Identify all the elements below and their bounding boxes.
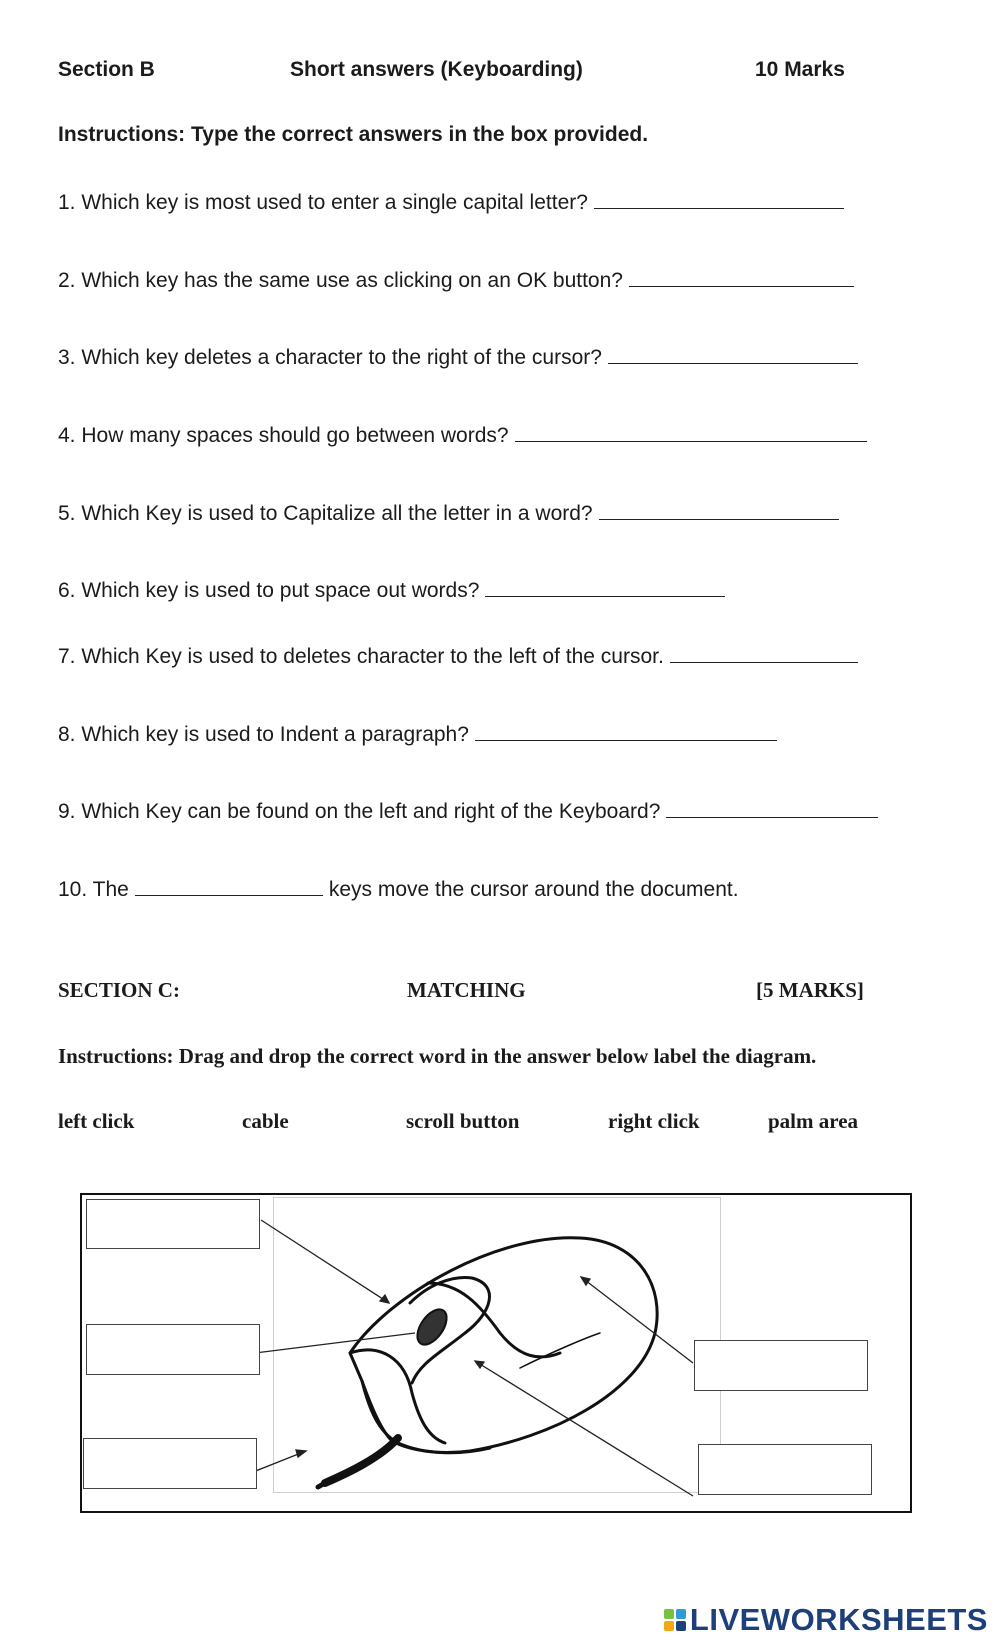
mouse-icon <box>318 1237 657 1486</box>
answer-6-blank[interactable] <box>485 576 725 597</box>
answer-10-blank[interactable] <box>135 875 323 896</box>
drop-box-2[interactable] <box>86 1324 260 1375</box>
question-6 <box>58 576 725 603</box>
answer-9-blank[interactable] <box>666 797 878 818</box>
word-cable[interactable]: cable <box>242 1109 289 1133</box>
section-c-instructions: Instructions: Drag and drop the correct word in the answer below label the diagram. <box>58 1044 817 1068</box>
liveworksheets-logo <box>664 1602 988 1638</box>
drop-box-1[interactable] <box>86 1199 260 1249</box>
liveworksheets-icon <box>664 1609 686 1631</box>
question-6-text: 6. Which key is used to put space out words? <box>58 579 480 602</box>
question-8-text: 8. Which key is used to Indent a paragraph? <box>58 723 469 746</box>
question-7-text: 7. Which Key is used to deletes character to the left of the cursor. <box>58 645 664 668</box>
question-5 <box>58 499 839 526</box>
question-4-text: 4. How many spaces should go between words? <box>58 424 509 447</box>
section-b-marks: 10 Marks <box>755 58 845 81</box>
drop-box-5[interactable] <box>698 1444 872 1495</box>
question-10-end: keys move the cursor around the document. <box>328 878 739 901</box>
word-palm-area[interactable]: palm area <box>768 1109 859 1133</box>
answer-5-blank[interactable] <box>599 499 839 520</box>
section-b-instructions: Instructions: Type the correct answers in the box provided. <box>58 123 649 146</box>
section-b-title: Section B <box>58 58 155 81</box>
drop-box-4[interactable] <box>694 1340 868 1391</box>
answer-3-blank[interactable] <box>608 343 858 364</box>
question-9 <box>58 797 878 824</box>
answer-8-blank[interactable] <box>475 720 777 741</box>
logo-text: LIVEWORKSHEETS <box>689 1602 988 1637</box>
answer-4-blank[interactable] <box>515 421 867 442</box>
question-7 <box>58 642 858 669</box>
question-1 <box>58 188 844 215</box>
question-2 <box>58 266 854 293</box>
drop-box-3[interactable] <box>83 1438 257 1489</box>
question-1-text: 1. Which key is most used to enter a single capital letter? <box>58 191 588 214</box>
answer-1-blank[interactable] <box>594 188 844 209</box>
section-c-title: SECTION C: <box>58 978 180 1002</box>
question-3-text: 3. Which key deletes a character to the right of the cursor? <box>58 346 602 369</box>
question-4 <box>58 421 867 448</box>
section-c-subtitle: MATCHING <box>407 978 526 1002</box>
word-left-click[interactable]: left click <box>58 1109 135 1133</box>
answer-2-blank[interactable] <box>629 266 854 287</box>
answer-7-blank[interactable] <box>670 642 858 663</box>
question-2-text: 2. Which key has the same use as clicking on an OK button? <box>58 269 623 292</box>
question-3 <box>58 343 858 370</box>
question-10-start: 10. The <box>58 878 129 901</box>
question-5-text: 5. Which Key is used to Capitalize all the letter in a word? <box>58 502 593 525</box>
word-right-click[interactable]: right click <box>608 1109 700 1133</box>
question-8 <box>58 720 777 747</box>
section-c-marks: [5 MARKS] <box>756 978 864 1002</box>
section-b-subtitle: Short answers (Keyboarding) <box>290 58 583 81</box>
question-9-text: 9. Which Key can be found on the left and right of the Keyboard? <box>58 800 661 823</box>
question-10 <box>58 875 739 902</box>
mouse-diagram <box>80 1193 912 1513</box>
word-scroll-button[interactable]: scroll button <box>406 1109 520 1133</box>
